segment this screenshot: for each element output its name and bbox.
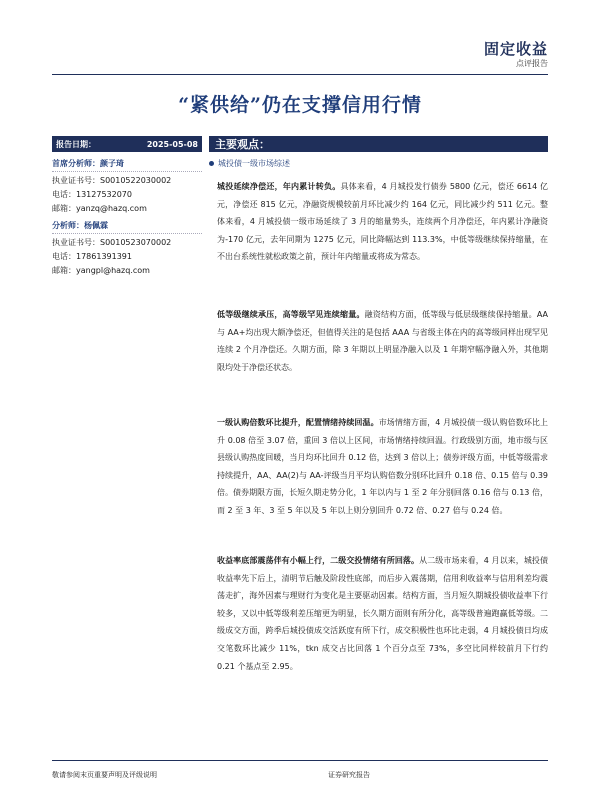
analyst-1-role: 首席分析师：颜子琦 xyxy=(52,158,202,172)
paragraph-4 xyxy=(217,552,548,675)
paragraph-2 xyxy=(217,306,548,376)
paragraph-4-lead: 收益率底部震荡伴有小幅上行，二级交投情绪有所回落。 xyxy=(217,556,420,565)
section-heading xyxy=(209,158,548,169)
paragraph-1-body: 具体来看，4 月城投发行债券 5800 亿元，偿还 6614 亿元，净偿还 815 亿元，净融资规模较前月环比减少约 164 亿元，同比减少约 511 亿元。整体来看，4 月城投债一级市场延续了 3 月的缩量势头，连续两个月净偿还，年内累计净融资为-170 亿元，去年同期为 1275 亿元，同比降幅达到 113.3%，中低等级继续保持缩量，在不出台系统性就松政策之前，预计年内缩量或将成为常态。 xyxy=(217,182,548,262)
analyst-sidebar xyxy=(52,136,202,276)
report-date-label: 报告日期： xyxy=(56,139,96,149)
report-date-bar xyxy=(52,136,202,152)
footer-disclaimer: 敬请参阅末页重要声明及评级说明 xyxy=(52,771,157,779)
footer-report-type: 证券研究报告 xyxy=(328,771,370,779)
main-views-heading: 主要观点： xyxy=(209,136,548,152)
header-subcategory: 点评报告 xyxy=(516,59,548,68)
analyst-1-email[interactable]: 邮箱：yanzq@hazq.com xyxy=(52,204,147,213)
paragraph-4-body: 从二级市场来看，4 月以来，城投债收益率先下后上，清明节后触及阶段性底部，而后步入震荡期，信用利收益率与信用利差均震荡走扩，海外因素与理财行为变化是主要驱动因素。结构方面，当月短久期城投债收益率下行较多，又以中低等级利差压缩更为明显，长久期方面则有所分化，高等级普遍跑赢低等级。二级成交方面，跨季后城投债成交活跃度有所下行，成交积极性也环比走弱，4 月城投债日均成交笔数环比减少 11%，tkn 成交占比回落 1 个百分点至 73%，多空比同样较前月下行约 0.21 个基点至 2.95。 xyxy=(217,556,549,671)
section-heading-label: 城投债一级市场综述 xyxy=(218,159,290,168)
paragraph-2-body: 融资结构方面，低等级与低层级继续保持缩量。AA 与 AA+均出现大额净偿还，但值得关注的是包括 AAA 与省级主体在内的高等级同样出现罕见连续 2 个月净偿还。久期方面，除 3 年期以上明显净融入以及 1 年期窄幅净融入外，其他期限均处于净偿还状态。 xyxy=(217,310,549,372)
analyst-2-email[interactable]: 邮箱：yangpl@hazq.com xyxy=(52,266,150,275)
paragraph-2-lead: 低等级继续承压，高等级罕见连续缩量。 xyxy=(217,310,365,319)
footer-divider xyxy=(52,760,548,761)
header-category: 固定收益 xyxy=(483,40,548,58)
paragraph-1-lead: 城投延续净偿还，年内累计转负。 xyxy=(217,182,341,191)
paragraph-3 xyxy=(217,414,548,520)
paragraph-1 xyxy=(217,178,548,266)
bullet-icon xyxy=(209,161,214,166)
analyst-1-license: 执业证书号：S0010522030002 xyxy=(52,176,172,185)
report-date-value: 2025-05-08 xyxy=(146,139,198,149)
analyst-1-phone: 电话：13127532070 xyxy=(52,190,132,199)
header-divider xyxy=(52,74,548,75)
analyst-2-role: 分析师：杨佩霖 xyxy=(52,220,202,234)
paragraph-3-body: 市场情绪方面，4 月城投债一级认购倍数环比上升 0.08 倍至 3.07 倍，重回 3 倍以上区间，市场情绪持续回温。行政级别方面，地市级与区县级认购热度回暖，当月均环比回升 0.12 倍，达到 3 倍以上；债券评级方面，中低等级需求持续提升，AA、AA(2)与 AA-评级当月平均认购倍数分别环比回升 0.18 倍、0.15 倍与 0.39 倍。债券期限方面，长短久期走势分化，1 年以内与 1 至 2 年分别回落 0.16 倍与 0.13 倍，而 2 至 3 年、3 至 5 年以及 5 年以上则分别回升 0.72 倍、0.27 倍与 0.24 倍。 xyxy=(217,418,548,515)
paragraph-3-lead: 一级认购倍数环比提升，配置情绪持续回温。 xyxy=(217,418,379,427)
report-title: “紧供给”仍在支撑信用行情 xyxy=(178,94,422,116)
main-views xyxy=(209,136,548,169)
analyst-2-license: 执业证书号：S0010523070002 xyxy=(52,238,172,247)
analyst-2-phone: 电话：17861391391 xyxy=(52,252,132,261)
